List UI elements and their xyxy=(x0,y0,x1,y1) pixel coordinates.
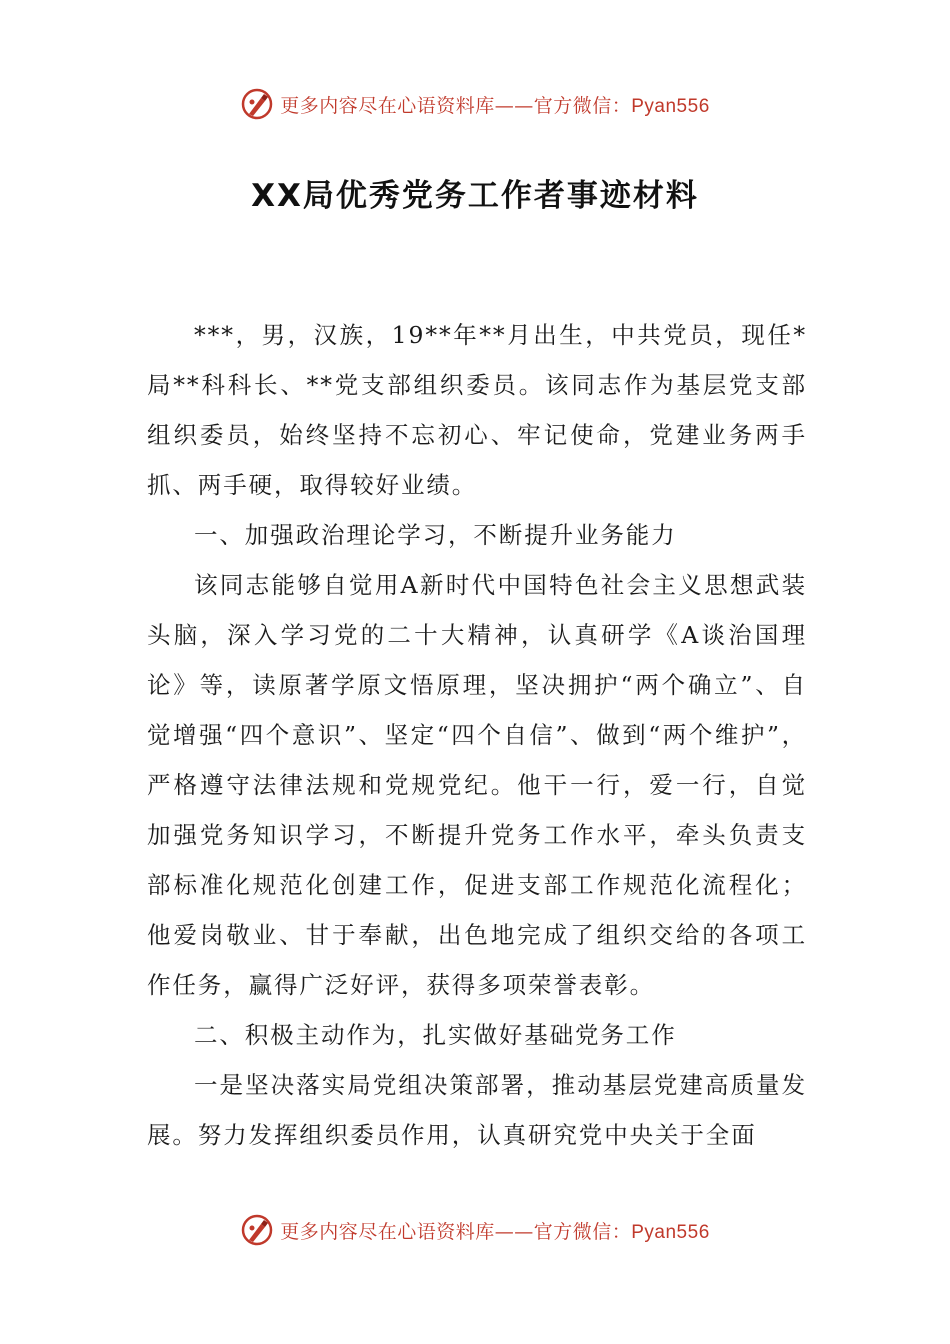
paragraph-intro: ***，男，汉族，19**年**月出生，中共党员，现任*局**科科长、**党支部组织委员。该同志作为基层党支部组织委员，始终坚持不忘初心、牢记使命，党建业务两手抓、两手硬，取得较好业绩。 xyxy=(147,321,807,499)
section-heading-1: 一、加强政治理论学习，不断提升业务能力 xyxy=(194,521,677,549)
document-title: XX局优秀党务工作者事迹材料 xyxy=(251,178,699,214)
pen-nib-logo-icon xyxy=(240,87,274,121)
banner-text-footer: 更多内容尽在心语资料库——官方微信：Pyan556 xyxy=(280,1220,710,1243)
document-body xyxy=(147,310,807,1160)
pen-nib-logo-icon xyxy=(240,1213,274,1247)
paragraph-section-1: 该同志能够自觉用A新时代中国特色社会主义思想武装头脑，深入学习党的二十大精神，认真研学《A谈治国理论》等，读原著学原文悟原理，坚决拥护“两个确立”、自觉增强“四个意识”、坚定“四个自信”、做到“两个维护”，严格遵守法律法规和党规党纪。他干一行，爱一行，自觉加强党务知识学习，不断提升党务工作水平，牵头负责支部标准化规范化创建工作，促进支部工作规范化流程化；他爱岗敬业、甘于奉献，出色地完成了组织交给的各项工作任务，赢得广泛好评，获得多项荣誉表彰。 xyxy=(147,571,807,999)
paragraph-section-2: 一是坚决落实局党组决策部署，推动基层党建高质量发展。努力发挥组织委员作用，认真研究党中央关于全面 xyxy=(147,1071,807,1149)
footer-banner xyxy=(0,1210,950,1250)
header-banner xyxy=(0,84,950,124)
banner-text: 更多内容尽在心语资料库——官方微信：Pyan556 xyxy=(280,94,710,117)
section-heading-2: 二、积极主动作为，扎实做好基础党务工作 xyxy=(194,1021,677,1049)
